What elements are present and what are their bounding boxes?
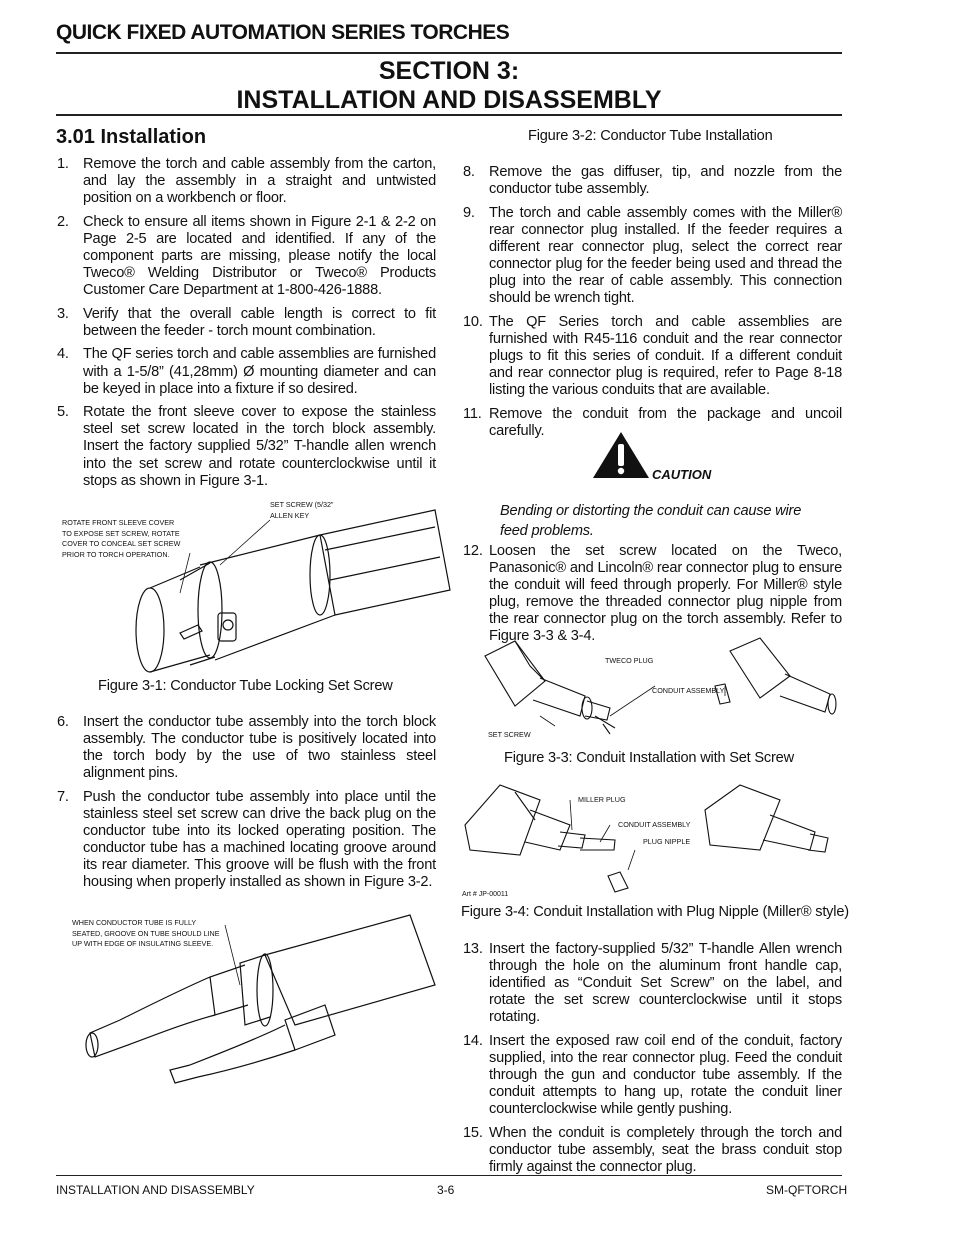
fig33-label-tweco: TWECO PLUG [605, 656, 654, 665]
step-text: Insert the exposed raw coil end of the conduit, factory supplied, into the rear connector plug. Feed the conduit through the gun and conductor tube assembly. If the conduit attempts to hang up, rotate the conduit liner counterclockwise while gently pushing. [489, 1032, 842, 1118]
fig34-label-conduit: CONDUIT ASSEMBLY [618, 820, 691, 829]
list-item [463, 1033, 842, 1118]
fig31-label-setscrew: SET SCREW (5/32” ALLEN KEY [270, 500, 334, 520]
title-rule [56, 114, 842, 116]
footer-page-number: 3-6 [437, 1183, 455, 1197]
fig34-art-number: Art # JP-00011 [462, 891, 509, 896]
fig33-label-conduit: CONDUIT ASSEMBLY [652, 686, 725, 695]
step-number: 2. [57, 213, 69, 230]
step-number: 8. [463, 164, 475, 180]
fig34-label-miller: MILLER PLUG [578, 795, 626, 804]
step-text: Remove the conduit from the package and uncoil carefully. [489, 405, 842, 439]
footer-left: INSTALLATION AND DISASSEMBLY [56, 1183, 255, 1197]
step-number: 5. [57, 404, 69, 421]
series-title: QUICK FIXED AUTOMATION SERIES TORCHES [56, 21, 510, 44]
step-text: The QF series torch and cable assemblies are furnished with a 1-5/8” (41,28mm) Ø mounting diameter and can be keyed in place into a fixture if so desired. [83, 346, 436, 397]
step-text: When the conduit is completely through the torch and conductor tube assembly, seat the brass conduit stop firmly against the connector plug. [489, 1124, 842, 1176]
fig33-caption: Figure 3-3: Conduit Installation with Set Screw [504, 750, 794, 766]
step-number: 11. [463, 405, 482, 422]
footer-rule [56, 1175, 842, 1176]
fig34-caption: Figure 3-4: Conduit Installation with Plug Nipple (Miller® style) [461, 904, 849, 920]
list-item [57, 789, 436, 892]
step-text: The QF Series torch and cable assemblies are furnished with R45-116 conduit and the rear connector plugs to fit this series of conduit. If a different conduit and rear connector plug is required, refer to Page 8-18 listing the various conduits that are available. [489, 313, 842, 399]
list-item [463, 543, 842, 646]
header-rule [56, 52, 842, 54]
fig31-caption: Figure 3-1: Conductor Tube Locking Set Screw [98, 678, 393, 694]
fig32-label: WHEN CONDUCTOR TUBE IS FULLY SEATED, GROOVE ON TUBE SHOULD LINE UP WITH EDGE OF INSULATING SLEEVE. [72, 918, 220, 948]
list-item [463, 314, 842, 399]
caution-text-line2: feed problems. [500, 523, 594, 539]
step-number: 12. [463, 543, 483, 559]
fig33-tweco-plug-drawing [475, 636, 845, 736]
step-text: Insert the factory-supplied 5/32” T-handle Allen wrench through the hole on the aluminum front handle cap, identified as “Conduit Set Screw” on the label, and rotate the set screw counterclockwise until it stops rotating. [489, 941, 842, 1026]
step-text: Push the conductor tube assembly into place until the stainless steel set screw can drive the back plug on the conductor tube into its locked operating position. The conductor tube has a machined locating groove around its rear diameter. This groove will be flush with the front housing when properly installed as shown in Figure 3-2. [83, 788, 436, 891]
list-item [463, 164, 842, 198]
step-number: 4. [57, 346, 69, 363]
step-number: 14. [463, 1032, 483, 1049]
step-number: 6. [57, 714, 69, 730]
list-item [57, 214, 436, 299]
step-text: Check to ensure all items shown in Figure 2-1 & 2-2 on Page 2-5 are located and identified. If any of the component parts are missing, please notify the local Tweco® Welding Distributor or Tweco® Products Customer Care Department at 1-800-426-1888. [83, 213, 436, 299]
step-number: 10. [463, 313, 483, 330]
step-number: 13. [463, 941, 483, 957]
step-number: 9. [463, 204, 475, 221]
step-text: Verify that the overall cable length is correct to fit between the feeder - torch mount combination. [83, 305, 436, 339]
fig34-miller-plug-drawing [460, 780, 840, 900]
footer-right: SM-QFTORCH [766, 1183, 848, 1197]
step-number: 15. [463, 1124, 483, 1141]
step-number: 1. [57, 156, 69, 172]
fig33-label-setscrew: SET SCREW [488, 730, 531, 739]
list-item [463, 205, 842, 308]
install-steps-1-5 [57, 156, 436, 496]
subsection-heading: 3.01 Installation [56, 126, 207, 148]
list-item [57, 346, 436, 397]
caution-text-line1: Bending or distorting the conduit can cause wire [500, 503, 802, 519]
caution-warning-icon [592, 430, 652, 482]
step-number: 7. [57, 788, 69, 805]
step-text: Rotate the front sleeve cover to expose the stainless steel set screw located in the torch block assembly. Insert the factory supplied 5/32” T-handle allen wrench into the set screw and rotate counterclockwise until it stops as shown in Figure 3-1. [83, 404, 436, 489]
install-steps-6-7 [57, 714, 436, 898]
fig31-torch-drawing [120, 505, 450, 675]
list-item [463, 941, 842, 1026]
list-item [57, 306, 436, 340]
step-text: Remove the torch and cable assembly from the carton, and lay the assembly in a straight and untwisted position on a workbench or floor. [83, 156, 436, 207]
list-item [57, 156, 436, 207]
step-text: Remove the gas diffuser, tip, and nozzle from the conductor tube assembly. [489, 164, 842, 198]
step-text: The torch and cable assembly comes with the Miller® rear connector plug installed. If the feeder requires a different rear connector plug, select the correct rear connector plug for the feeder being used and thread the plug into the rear of cable assembly. This connection should be wrench tight. [489, 204, 842, 307]
fig32-conductor-tube-drawing [80, 905, 440, 1080]
install-steps-8-11 [463, 164, 842, 446]
fig34-label-nipple: PLUG NIPPLE [643, 837, 691, 846]
step-text: Loosen the set screw located on the Tweco, Panasonic® and Lincoln® rear connector plug to ensure the conduit will feed through properly. For Miller® style plug, remove the threaded connector plug nipple from the rear connector plug on the torch assembly. Refer to Figure 3-3 & 3-4. [489, 543, 842, 645]
list-item [57, 404, 436, 489]
section-title-line1: SECTION 3: [378, 57, 520, 85]
list-item [463, 406, 842, 440]
fig32-caption: Figure 3-2: Conductor Tube Installation [528, 128, 773, 144]
install-steps-13-15 [463, 941, 842, 1183]
list-item [463, 1125, 842, 1176]
caution-label: CAUTION [652, 467, 712, 482]
section-title-line2: INSTALLATION AND DISASSEMBLY [236, 86, 662, 114]
step-number: 3. [57, 305, 69, 322]
fig31-label-rotate: ROTATE FRONT SLEEVE COVER TO EXPOSE SET SCREW, ROTATE COVER TO CONCEAL SET SCREW PRIOR TO TORCH OPERATION. [62, 518, 181, 559]
step-text: Insert the conductor tube assembly into the torch block assembly. The conductor tube is positively located into the torch body by the use of two stainless steel alignment pins. [83, 714, 436, 782]
list-item [57, 714, 436, 782]
